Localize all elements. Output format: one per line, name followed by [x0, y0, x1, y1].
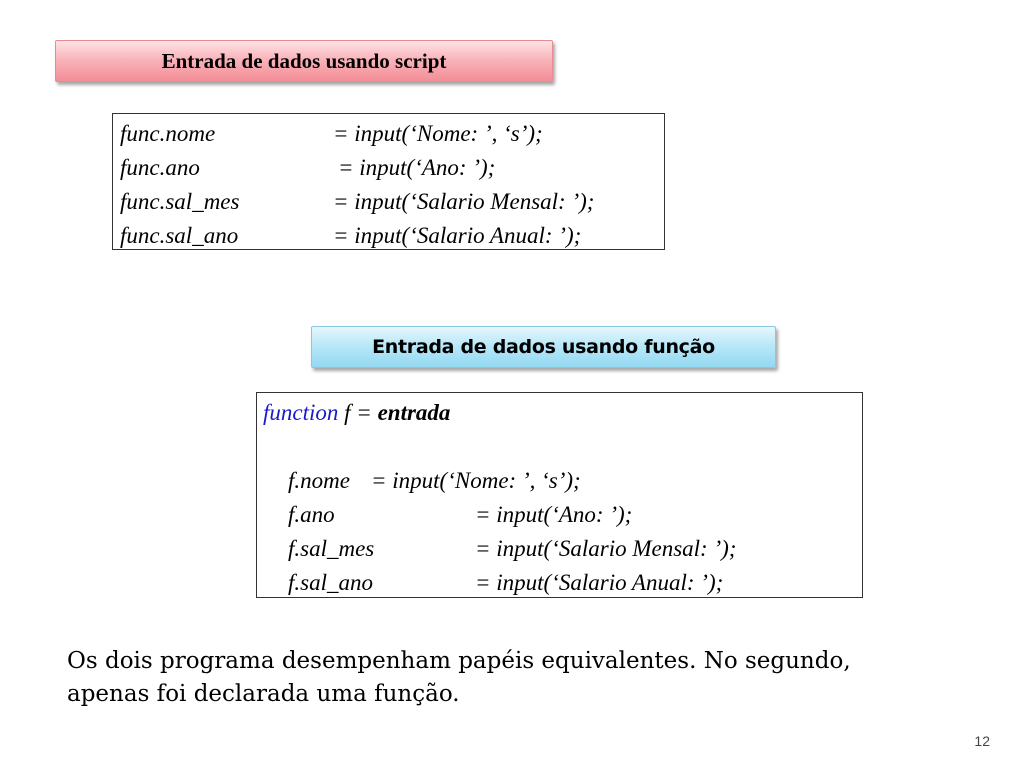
code-line-rhs: = input(‘Salario Anual: ’); — [475, 570, 724, 595]
code-line-rhs: = input(‘Salario Mensal: ’); — [333, 189, 595, 214]
function-keyword: function — [263, 400, 339, 425]
function-code-box — [256, 392, 863, 598]
function-signature: f = — [344, 400, 372, 425]
code-line — [263, 498, 862, 532]
code-line-rhs: = input(‘Ano: ’); — [475, 502, 633, 527]
code-line-rhs: = input(‘Salario Mensal: ’); — [475, 536, 737, 561]
section-title-script-text: Entrada de dados usando script — [161, 48, 447, 73]
code-line — [263, 464, 862, 498]
code-line — [120, 117, 664, 151]
section-title-script — [55, 40, 553, 82]
blank-line — [263, 430, 862, 464]
code-line-lhs: f.sal_mes — [288, 536, 375, 561]
function-name: entrada — [377, 400, 451, 425]
script-code-box — [112, 113, 665, 250]
code-line — [120, 185, 664, 219]
code-line-lhs: f.ano — [288, 502, 335, 527]
code-line-rhs: = input(‘Ano: ’); — [338, 155, 496, 180]
code-line-lhs: func.sal_ano — [120, 223, 239, 248]
code-line — [263, 532, 862, 566]
code-line-lhs: f.sal_ano — [288, 570, 373, 595]
code-line-rhs: = input(‘Nome: ’, ‘s’); — [371, 468, 581, 493]
code-line-lhs: func.nome — [120, 121, 216, 146]
code-line-rhs: = input(‘Nome: ’, ‘s’); — [333, 121, 543, 146]
code-line — [120, 219, 664, 253]
code-line-lhs: f.nome — [288, 468, 350, 493]
function-header — [263, 396, 450, 430]
page-number: 12 — [974, 733, 990, 749]
section-title-function-text: Entrada de dados usando função — [372, 336, 715, 358]
code-line-rhs: = input(‘Salario Anual: ’); — [333, 223, 582, 248]
footnote-text: Os dois programa desempenham papéis equivalentes. No segundo, apenas foi declarada uma função. — [67, 648, 851, 707]
code-line-lhs: func.sal_mes — [120, 189, 240, 214]
code-line — [120, 151, 664, 185]
code-line-lhs: func.ano — [120, 155, 200, 180]
function-header-line — [263, 396, 862, 430]
code-line — [263, 566, 862, 600]
section-title-function — [311, 326, 776, 368]
